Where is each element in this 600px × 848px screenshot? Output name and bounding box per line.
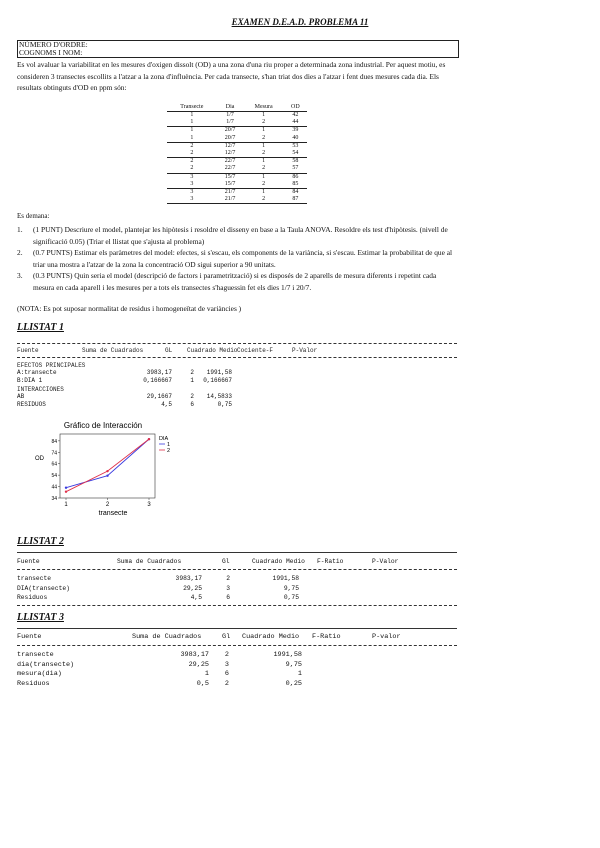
- series-point: [148, 438, 150, 440]
- anova-row: [17, 377, 457, 385]
- legend-label: 2: [167, 448, 171, 454]
- table-cell: 2: [244, 119, 284, 127]
- table-cell: 53: [292, 142, 299, 149]
- table-cell: 12/7: [224, 142, 236, 149]
- anova-cell: 1: [204, 670, 209, 678]
- table-row: [167, 165, 307, 173]
- table-cell: 2: [244, 181, 284, 189]
- table-cell: 87: [284, 196, 307, 204]
- anova-header-cell: Suma de Cuadrados: [82, 347, 144, 354]
- table-body: [167, 112, 307, 204]
- anova-cell: dia(transecte): [17, 660, 75, 669]
- anova-header-cell: Gl: [222, 633, 231, 641]
- anova-row: [17, 670, 457, 678]
- table-row: [167, 188, 307, 196]
- llistat1-section-main: EFECTOS PRINCIPALES: [17, 362, 86, 369]
- anova-cell: transecte: [17, 575, 52, 582]
- table-cell: 2: [167, 165, 217, 173]
- question-number: 1.: [17, 225, 23, 234]
- question-number: 2.: [17, 248, 23, 257]
- table-cell: 1/7: [217, 119, 244, 127]
- anova-header-cell: Cuadrado Medio: [187, 347, 238, 354]
- anova-cell: 6: [226, 594, 230, 601]
- anova-header-cell: P-Valor: [292, 347, 318, 354]
- exam-title: EXAMEN D.E.A.D. PROBLEMA 11: [231, 17, 369, 27]
- anova-row: [17, 680, 457, 688]
- anova-cell: 1: [297, 670, 302, 678]
- chart-plot-area: [51, 434, 155, 508]
- anova-cell: 2: [226, 575, 230, 582]
- anova-cell: 9,75: [285, 660, 302, 669]
- anova-cell: 6: [190, 401, 194, 408]
- table-cell: 54: [284, 150, 307, 158]
- table-row: [167, 127, 307, 135]
- question-text: (1 PUNT) Descriure el model, plantejar les hipòtesis i resoldre el disseny en base a la Taula ANOVA. Resoldre els test d'hipòtesis. (nivell de significació 0.05) (Triar el llistat que s'ajusta al problema): [33, 225, 448, 246]
- x-tick-label: 1: [64, 502, 68, 508]
- anova-row: [17, 401, 457, 409]
- divider: [17, 605, 457, 606]
- legend-title: DIA: [159, 436, 169, 442]
- divider: [17, 569, 457, 570]
- table-row: [167, 142, 307, 150]
- anova-cell: 3983,17: [175, 575, 202, 582]
- col-header: Dia: [217, 103, 244, 112]
- anova-cell: 9,75: [283, 584, 299, 592]
- series-point: [65, 491, 67, 493]
- table-cell: 1: [167, 135, 217, 143]
- table-row: [167, 196, 307, 204]
- anova-cell: 29,25: [188, 660, 209, 669]
- anova-cell: AB: [17, 393, 25, 400]
- anova-cell: B:DIA 1: [17, 377, 43, 384]
- table-row: [167, 173, 307, 181]
- series-point: [106, 470, 108, 472]
- table-row: [167, 112, 307, 120]
- table-cell: 2: [167, 150, 217, 158]
- x-tick-label: 3: [147, 502, 151, 508]
- anova-cell: mesura(dia): [17, 670, 62, 678]
- table-cell: 3: [190, 173, 194, 180]
- table-cell: 2: [244, 150, 284, 158]
- table-cell: 3: [167, 181, 217, 189]
- table-cell: 22/7: [217, 165, 244, 173]
- anova-cell: 1991,58: [273, 651, 302, 659]
- table-cell: 1: [262, 158, 266, 165]
- anova-row: [17, 585, 457, 593]
- table-cell: 3: [190, 188, 194, 195]
- table-cell: 1: [262, 173, 266, 180]
- anova-row: [17, 651, 457, 659]
- table-cell: 44: [284, 119, 307, 127]
- anova-header-cell: Suma de Cuadrados: [132, 633, 202, 641]
- table-cell: 15/7: [224, 173, 236, 180]
- table-cell: 2: [244, 165, 284, 173]
- y-tick-label: 54: [51, 473, 57, 480]
- anova-header-cell: P-valor: [372, 633, 401, 641]
- questions-list: [17, 224, 457, 293]
- anova-cell: 29,1667: [146, 393, 172, 400]
- table-cell: 85: [284, 181, 307, 189]
- order-number-label: NÚMERO D'ORDRE:: [19, 40, 88, 49]
- chart-legend: [159, 436, 170, 454]
- table-cell: 1: [262, 188, 266, 195]
- chart-xlabel: transecte: [98, 510, 128, 517]
- anova-cell: 1991,58: [272, 575, 299, 582]
- anova-cell: 2: [224, 651, 229, 659]
- llistat3-header: [17, 633, 457, 641]
- anova-cell: 3983,17: [180, 651, 209, 659]
- name-label: COGNOMS I NOM:: [19, 48, 83, 57]
- table-row: [167, 181, 307, 189]
- anova-cell: 2: [224, 679, 229, 688]
- anova-header-cell: F-Ratio: [317, 558, 344, 565]
- anova-header-cell: Suma de Cuadrados: [117, 558, 182, 565]
- anova-cell: 0,5: [196, 679, 209, 688]
- anova-cell: 0,25: [285, 679, 302, 688]
- anova-cell: DIA(transecte): [17, 584, 70, 592]
- y-tick-label: 34: [51, 496, 57, 502]
- anova-header-cell: Fuente: [17, 633, 42, 641]
- anova-cell: 2: [190, 369, 194, 376]
- series-point: [106, 475, 108, 477]
- anova-row: [17, 594, 457, 602]
- table-cell: 2: [244, 135, 284, 143]
- anova-header-cell: GL: [165, 347, 173, 354]
- legend-label: 1: [167, 442, 171, 448]
- table-cell: 1: [167, 119, 217, 127]
- divider: [17, 343, 457, 344]
- table-cell: 22/7: [224, 158, 236, 165]
- y-tick-label: 74: [51, 450, 57, 457]
- table-cell: 1: [262, 112, 266, 119]
- anova-row: [17, 575, 457, 583]
- table-cell: 1: [262, 142, 266, 149]
- table-cell: 2: [244, 196, 284, 204]
- table-row: [167, 158, 307, 166]
- questions-title: Es demana:: [17, 212, 50, 220]
- divider: [17, 357, 457, 358]
- table-cell: 21/7: [224, 188, 236, 195]
- table-cell: 57: [284, 165, 307, 173]
- table-cell: 21/7: [217, 196, 244, 204]
- table-cell: 58: [292, 158, 299, 165]
- anova-header-cell: Fuente: [17, 558, 40, 565]
- anova-header-cell: F-Ratio: [312, 633, 341, 641]
- series-line-1: [66, 439, 149, 488]
- problem-statement: Es vol avaluar la variabilitat en les mesures d'oxigen dissolt (OD) a una zona d'una riu proper a determinada zona industrial. Per aquest motiu, es consideren 3 transectes escollits a l'atzar a la zona d'influència. Per cada transecte, s'han triat dos dies a l'atzar i fent dues mesures cada dia. Els resultats obtinguts d'OD en ppm són:: [17, 60, 446, 92]
- question-item: [17, 247, 457, 270]
- llistat3-title: LLISTAT 3: [17, 612, 64, 623]
- col-header: OD: [284, 103, 307, 112]
- llistat1-section-inter: INTERACCIONES: [17, 386, 64, 393]
- identity-box: [17, 40, 459, 58]
- table-cell: 1: [190, 127, 194, 134]
- od-data-table: [167, 103, 307, 204]
- llistat1-title: LLISTAT 1: [17, 322, 64, 333]
- question-text: (0.3 PUNTS) Quin seria el model (descripció de factors i parametrització) si es disposés de 2 aparells de mesura diferents i repetint cada mesura en cada aparell i les mesures per a tots els transectes s'haguessin fet els dies 1/7 i 20/7.: [33, 271, 437, 292]
- col-header: Mesura: [244, 103, 284, 112]
- anova-cell: 0,166667: [203, 377, 232, 384]
- table-cell: 3: [167, 196, 217, 204]
- note: (NOTA: Es pot suposar normalitat de residus i homogeneïtat de variàncies ): [17, 304, 242, 313]
- table-cell: 15/7: [217, 181, 244, 189]
- interaction-chart: [25, 418, 200, 518]
- anova-cell: A:transecte: [17, 369, 57, 376]
- y-tick-label: 44: [51, 484, 57, 491]
- series-point: [65, 487, 67, 489]
- chart-ylabel: OD: [35, 456, 44, 462]
- table-cell: 2: [190, 158, 194, 165]
- anova-cell: 14,5833: [206, 393, 232, 400]
- table-cell: 40: [284, 135, 307, 143]
- anova-cell: RESIDUOS: [17, 401, 46, 408]
- y-tick-label: 84: [51, 438, 57, 445]
- anova-cell: 1991,58: [206, 369, 232, 376]
- table-cell: 39: [292, 127, 299, 134]
- anova-cell: 6: [224, 670, 229, 678]
- anova-row: [17, 393, 457, 401]
- anova-cell: 2: [190, 393, 194, 400]
- interaction-chart-svg: [25, 418, 200, 518]
- anova-cell: 4,5: [190, 594, 202, 601]
- table-cell: 1/7: [226, 112, 234, 119]
- llistat1-header: [17, 347, 457, 355]
- anova-row: [17, 369, 457, 377]
- table-row: [167, 150, 307, 158]
- divider: [17, 645, 457, 646]
- table-cell: 20/7: [217, 135, 244, 143]
- anova-header-cell: P-Valor: [372, 558, 399, 565]
- anova-cell: Residuos: [17, 679, 50, 688]
- divider: [17, 552, 457, 553]
- anova-cell: 0,75: [217, 401, 232, 408]
- llistat2-header: [17, 558, 457, 566]
- anova-header-cell: Gl: [222, 558, 230, 565]
- col-header: Transecte: [167, 103, 217, 112]
- question-text: (0.7 PUNTS) Estimar els paràmetres del model: efectes, si s'escau, els components de la variància, si s'escau. Estimar la probabilitat de que al triar una mostra a l'atzar de la zona la concentració OD sigui superior a 90 unitats.: [33, 248, 453, 269]
- anova-cell: 0,75: [283, 594, 299, 601]
- table-row: [167, 135, 307, 143]
- table-cell: 12/7: [217, 150, 244, 158]
- y-tick-label: 64: [51, 461, 57, 468]
- anova-header-cell: Cuadrado Medio: [252, 558, 305, 565]
- table-header-row: [167, 103, 307, 112]
- table-cell: 1: [262, 127, 266, 134]
- table-cell: 84: [292, 188, 299, 195]
- table-cell: 2: [190, 142, 194, 149]
- table-cell: 42: [292, 112, 299, 119]
- anova-cell: 3: [224, 660, 229, 669]
- anova-cell: 3983,17: [146, 369, 172, 376]
- divider: [17, 628, 457, 629]
- llistat2-title: LLISTAT 2: [17, 536, 64, 547]
- anova-cell: 0,166667: [143, 377, 172, 384]
- anova-cell: transecte: [17, 651, 54, 659]
- anova-header-cell: Cuadrado Medio: [242, 633, 300, 641]
- anova-cell: 29,25: [183, 584, 202, 592]
- question-item: [17, 224, 457, 247]
- table-cell: 86: [292, 173, 299, 180]
- x-tick-label: 2: [105, 502, 110, 508]
- table-cell: 1: [190, 112, 194, 119]
- anova-cell: 1: [190, 377, 194, 384]
- table-cell: 20/7: [224, 127, 236, 134]
- chart-frame: [60, 434, 155, 498]
- question-item: [17, 270, 457, 293]
- anova-cell: Residuos: [17, 594, 48, 601]
- anova-cell: 3: [226, 584, 230, 592]
- table-row: [167, 119, 307, 127]
- anova-header-cell: Fuente: [17, 347, 39, 354]
- anova-cell: 4,5: [161, 401, 172, 408]
- question-number: 3.: [17, 271, 23, 280]
- anova-row: [17, 661, 457, 669]
- chart-title: Gráfico de Interacción: [63, 421, 143, 430]
- anova-header-cell: Cociente-F: [237, 347, 274, 354]
